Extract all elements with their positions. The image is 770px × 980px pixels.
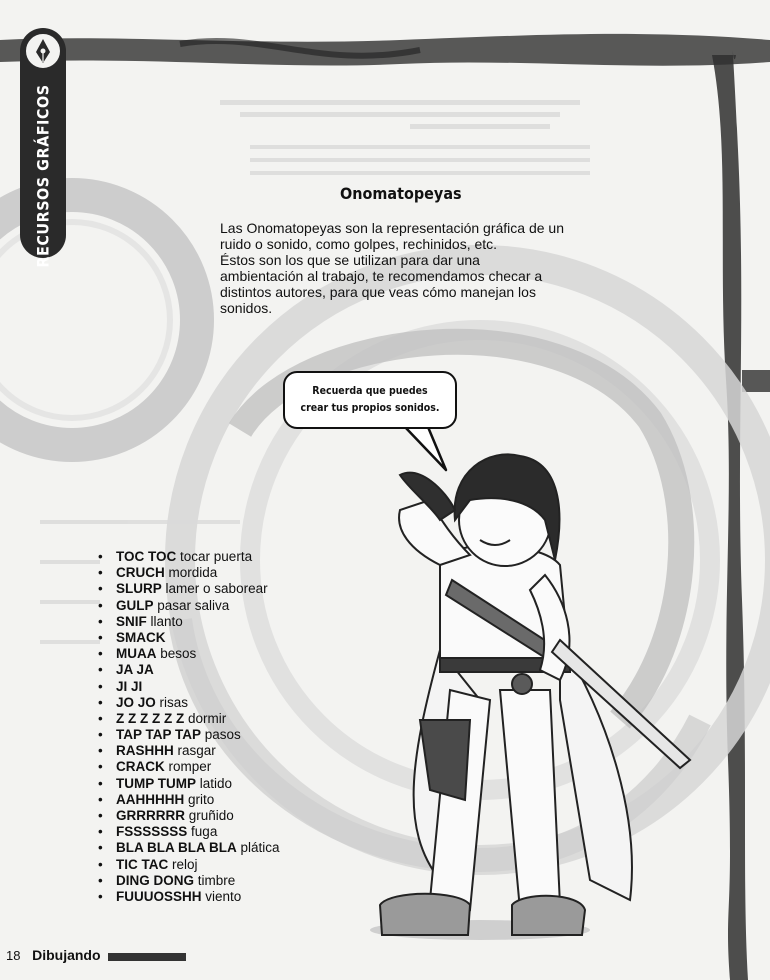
bullet-icon: • <box>98 565 103 581</box>
list-item <box>92 695 280 711</box>
sound-meaning: lamer o saborear <box>165 581 268 597</box>
bullet-icon: • <box>98 597 103 613</box>
sound-word: GULP <box>116 597 154 613</box>
sound-meaning: dormir <box>188 710 227 726</box>
list-item <box>92 565 280 581</box>
sound-meaning: viento <box>205 888 242 904</box>
bullet-icon: • <box>98 743 103 759</box>
bullet-icon: • <box>98 581 103 597</box>
pen-nib-icon <box>24 32 62 70</box>
list-item <box>92 598 280 614</box>
bullet-icon: • <box>98 775 103 791</box>
list-item <box>92 630 280 646</box>
sound-word: GRRRRRR <box>116 808 185 823</box>
bullet-icon: • <box>98 694 103 710</box>
sound-meaning: tocar puerta <box>180 549 253 564</box>
list-item <box>92 662 280 678</box>
list-item <box>92 857 280 873</box>
sound-meaning: pasos <box>204 727 241 743</box>
sound-meaning: rasgar <box>177 743 216 759</box>
sound-meaning: latido <box>199 775 233 791</box>
list-item <box>92 776 280 792</box>
sound-meaning: plática <box>240 840 280 856</box>
list-item <box>92 889 280 905</box>
sound-meaning: pasar saliva <box>157 597 230 613</box>
speech-bubble <box>283 371 457 429</box>
list-item <box>92 759 280 775</box>
list-item <box>92 873 280 889</box>
bullet-icon: • <box>98 824 103 840</box>
list-item <box>92 614 280 630</box>
bullet-icon: • <box>98 678 103 694</box>
sound-meaning: llanto <box>150 613 183 629</box>
sound-word: TOC TOC <box>116 549 177 564</box>
list-item <box>92 824 280 840</box>
section-tab <box>20 28 66 268</box>
list-item <box>92 808 280 824</box>
page-number: 18 <box>6 948 21 963</box>
list-item <box>92 727 280 743</box>
intro-paragraph: Éstos son los que se utilizan para dar una ambientación al trabajo, te recomendamos checar a distintos autores, para que veas cómo manejan los sonidos. <box>220 252 543 316</box>
speech-bubble-line: Recuerda que puedes <box>312 385 428 397</box>
intro-text <box>220 220 565 316</box>
bullet-icon: • <box>98 629 103 645</box>
sound-word: TAP TAP TAP <box>116 727 202 743</box>
sound-word: FSSSSSSS <box>116 824 188 840</box>
sound-word: RASHHH <box>116 743 174 759</box>
sound-meaning: risas <box>159 694 189 710</box>
sound-word: BLA BLA BLA BLA <box>116 840 237 856</box>
sound-word: Z Z Z Z Z Z <box>116 710 185 726</box>
sound-meaning: grito <box>188 791 215 807</box>
brand-logo-mark <box>108 953 186 961</box>
sound-meaning: gruñido <box>188 808 234 823</box>
bullet-icon: • <box>98 710 103 726</box>
sound-word: DING DONG <box>116 872 195 888</box>
bullet-icon: • <box>98 646 103 662</box>
onomatopoeia-list <box>92 549 280 905</box>
list-item <box>92 679 280 695</box>
list-item <box>92 743 280 759</box>
bullet-icon: • <box>98 808 103 823</box>
sound-word: CRUCH <box>116 565 165 581</box>
sound-meaning: reloj <box>172 856 198 872</box>
sound-meaning: romper <box>168 759 212 775</box>
sound-word: FUUUOSSHH <box>116 888 202 904</box>
sound-word: MUAA <box>116 646 157 662</box>
speech-bubble-line: crear tus propios sonidos. <box>300 402 440 414</box>
sound-word: SMACK <box>116 629 166 645</box>
bullet-icon: • <box>98 840 103 856</box>
bullet-icon: • <box>98 759 103 775</box>
sound-word: JI JI <box>116 678 143 694</box>
sound-word: TIC TAC <box>116 856 169 872</box>
sound-word: TUMP TUMP <box>116 775 196 791</box>
sound-word: JO JO <box>116 694 156 710</box>
section-tab-label: RECURSOS GRÁFICOS <box>33 84 53 268</box>
sound-meaning: besos <box>160 646 197 662</box>
list-item <box>92 840 280 856</box>
bullet-icon: • <box>98 662 103 678</box>
bullet-icon: • <box>98 549 103 564</box>
bullet-icon: • <box>98 856 103 872</box>
sound-word: CRACK <box>116 759 165 775</box>
sound-word: SNIF <box>116 613 147 629</box>
sound-word: AAHHHHH <box>116 791 185 807</box>
bullet-icon: • <box>98 791 103 807</box>
list-item <box>92 792 280 808</box>
list-item <box>92 646 280 662</box>
bullet-icon: • <box>98 872 103 888</box>
section-title: Onomatopeyas <box>340 184 462 203</box>
page-footer <box>6 947 186 963</box>
sound-word: SLURP <box>116 581 162 597</box>
bullet-icon: • <box>98 613 103 629</box>
intro-paragraph: Las Onomatopeyas son la representación gráfica de un ruido o sonido, como golpes, rechinidos, etc. <box>220 220 564 252</box>
sound-word: JA JA <box>116 662 154 678</box>
sound-meaning: mordida <box>168 565 218 581</box>
sound-meaning: fuga <box>191 824 218 840</box>
bullet-icon: • <box>98 888 103 904</box>
list-item <box>92 711 280 727</box>
bullet-icon: • <box>98 727 103 743</box>
sound-meaning: timbre <box>197 872 236 888</box>
list-item <box>92 549 280 565</box>
list-item <box>92 581 280 597</box>
brand-logo-text: Dibujando <box>32 947 101 963</box>
